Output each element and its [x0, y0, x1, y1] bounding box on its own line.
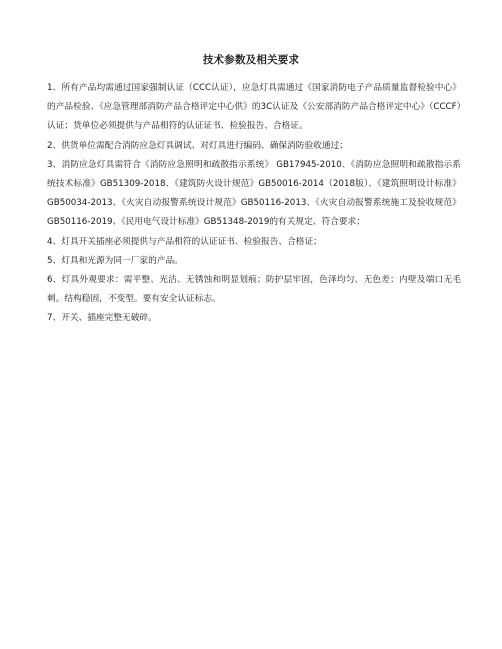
paragraph-1: 1、所有产品均需通过国家强制认证（CCC认证），应急灯具需通过《国家消防电子产品质量监督检验中心》的产品检验、《应急管理部消防产品合格评定中心供》的3C认证及《公安部消防产品合格评定中心》（CCCF）认证；货单位必须提供与产品相符的认证证书、检验报告、合格证。: [47, 83, 461, 132]
paragraph-5: 5、灯具和光源为同一厂家的产品。: [47, 255, 183, 266]
document-title: 技术参数及相关要求: [202, 54, 300, 66]
paragraph-2: 2、供货单位需配合消防应急灯具调试、对灯具进行编码、确保消防验收通过；: [47, 140, 348, 151]
paragraph-6: 6、灯具外观要求：需平整、光洁、无锈蚀和明显划痕；防护层牢固，色泽均匀、无色差；内壁及端口无毛刺。结构稳固，不变型。要有安全认证标志。: [47, 275, 461, 305]
paragraph-3: 3、消防应急灯具需符合《消防应急照明和疏散指示系统》 GB17945-2010、《消防应急照明和疏散指示系统技术标准》GB51309-2018、《建筑防火设计规范》GB50016-2014（2018版）、《建筑照明设计标准》GB50034-2013、《火灾自动报警系统设计规范》GB50116-2013、《火灾自动报警系统施工及验收规范》GB50116-2019、《民用电气设计标准》GB51348-2019的有关规定、符合要求；: [47, 159, 461, 228]
paragraph-4: 4、灯具开关插座必须提供与产品相符的认证证书、检验报告、合格证；: [47, 236, 322, 247]
paragraph-7: 7、开关、插座完整无破碎。: [47, 313, 157, 324]
document-body: [47, 79, 461, 329]
